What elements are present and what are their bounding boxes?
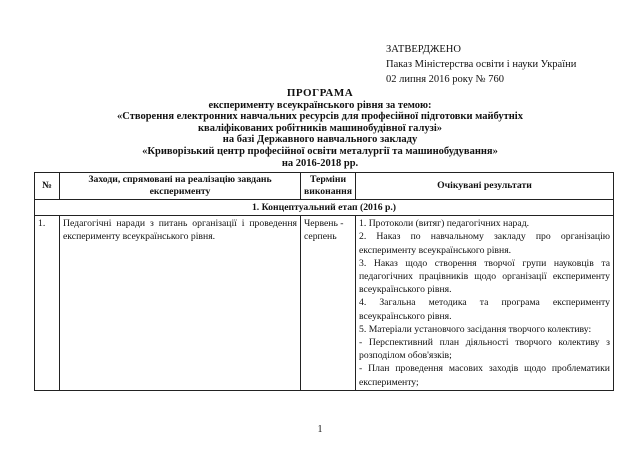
result-item: 3. Наказ щодо створення творчої групи науковців та педагогічних працівників щодо організації експерименту всеукраїнського рівня.: [359, 257, 610, 296]
table-row: [35, 216, 614, 391]
result-item: 5. Матеріали установчого засідання творчого колективу:: [359, 323, 592, 335]
header-activities: Заходи, спрямовані на реалізацію завдань експерименту: [60, 173, 301, 200]
program-institution: «Криворізький центр професійної освіти металургії та машинобудування»: [142, 145, 498, 157]
row-num: 1.: [35, 216, 60, 391]
row-results: [356, 216, 614, 391]
row-activity: Педагогічні наради з питань організації і проведення експерименту всеукраїнського рівня.: [60, 216, 301, 391]
program-title: ПРОГРАМА: [286, 87, 354, 99]
header-terms: Терміни виконання: [301, 173, 356, 200]
program-subtitle: експерименту всеукраїнського рівня за темою:: [208, 99, 432, 111]
result-item: - План проведення масових заходів щодо проблематики експерименту;: [359, 363, 610, 388]
stage-row: [35, 200, 614, 216]
table-header-row: [35, 173, 614, 200]
program-topic-line-1: «Створення електронних навчальних ресурсів для професійної підготовки майбутніх: [117, 111, 523, 123]
header-num: №: [35, 173, 60, 200]
row-term: Червень - серпень: [301, 216, 356, 391]
header-results: Очікувані результати: [356, 173, 614, 200]
approval-order-line: Паказ Міністерства освіти і науки України: [386, 59, 577, 70]
program-base-line: на базі Державного навчального закладу: [222, 134, 418, 146]
stage-label: 1. Концептуальний етап (2016 р.): [35, 200, 614, 216]
approval-date-line: 02 липня 2016 року № 760: [386, 74, 505, 85]
approval-stamp: [386, 42, 576, 87]
result-item: 2. Наказ по навчальному закладу про організацію експерименту всеукраїнського рівня.: [359, 231, 610, 256]
result-item: 4. Загальна методика та програма експерименту всеукраїнського рівня.: [359, 297, 610, 322]
program-period: на 2016-2018 рр.: [281, 157, 359, 169]
result-item: - Перспективний план діяльності творчого колективу з розподілом обов'язків;: [359, 337, 610, 362]
program-title-block: [40, 88, 600, 169]
approval-heading: ЗАТВЕРДЖЕНО: [386, 44, 461, 55]
page-number: 1: [317, 424, 323, 435]
result-item: 1. Протоколи (витяг) педагогічних нарад.: [359, 218, 530, 230]
program-table: [34, 172, 614, 391]
program-topic-line-2: кваліфікованих робітників машинобудівної галузі»: [198, 122, 442, 134]
